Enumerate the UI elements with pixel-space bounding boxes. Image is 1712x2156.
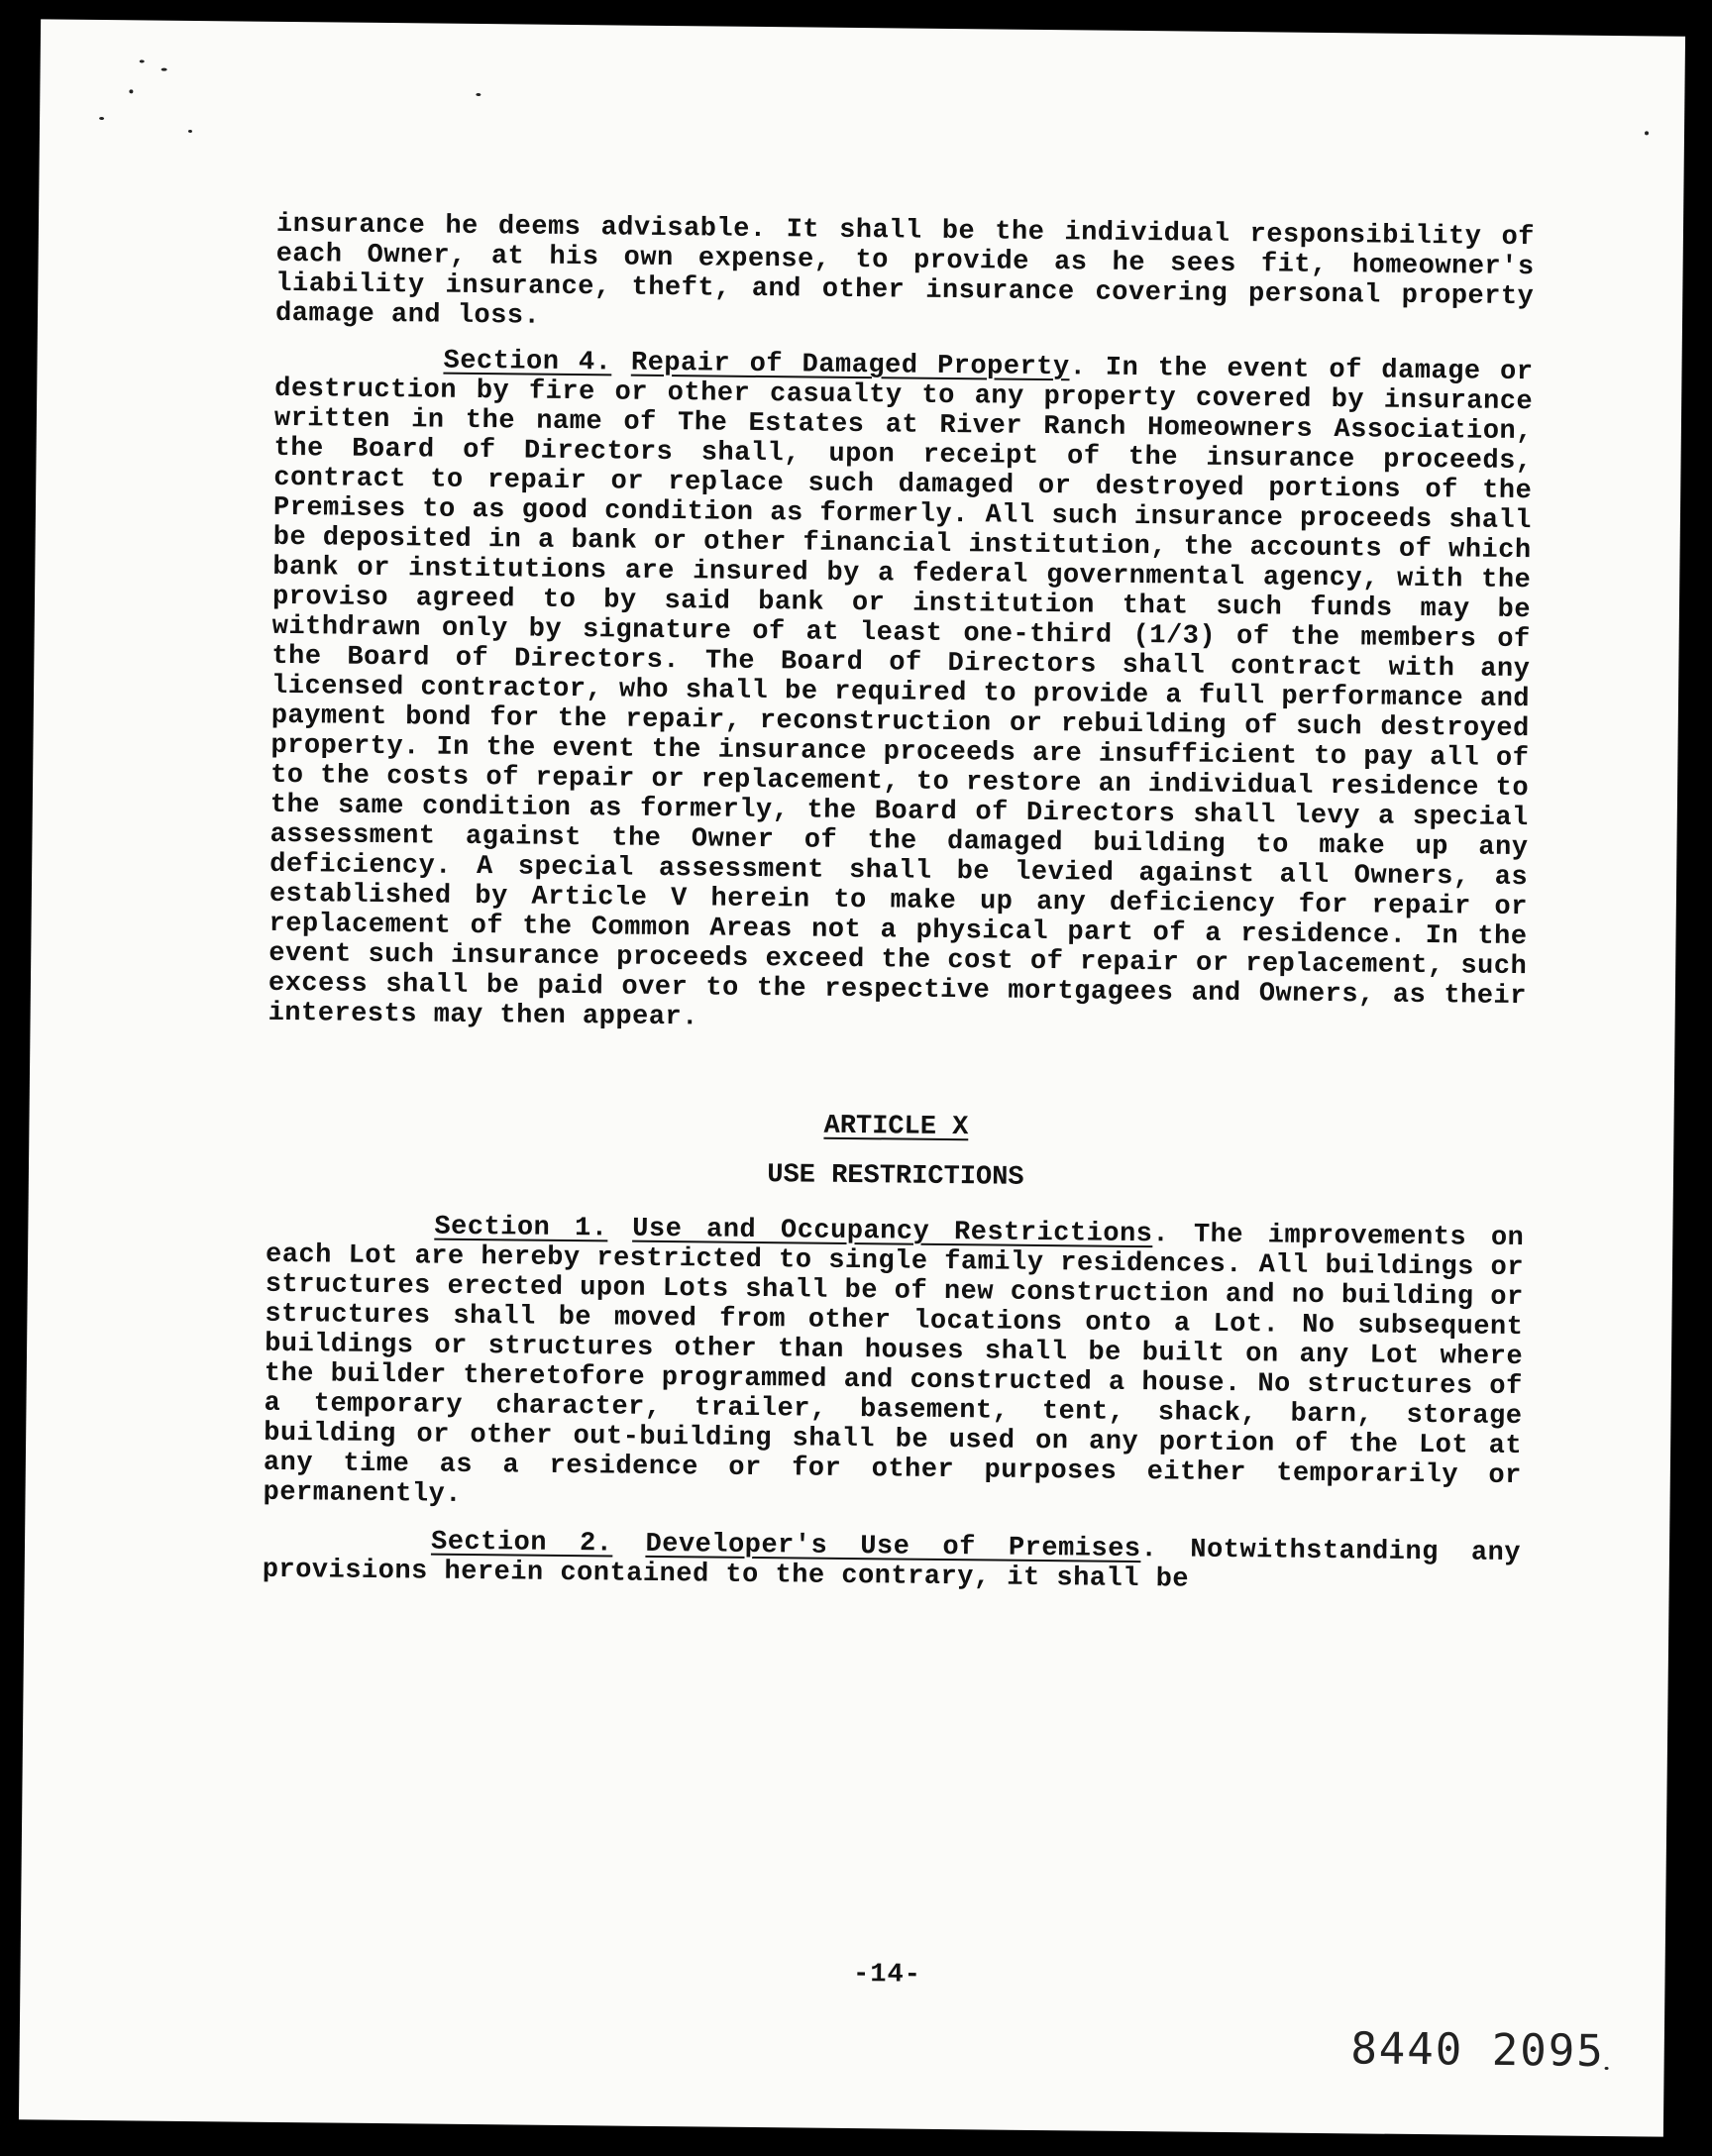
article-title: ARTICLE X [823, 1111, 969, 1143]
document-number: 8440 2095 [1350, 2023, 1606, 2078]
section-1-paragraph [263, 1211, 1524, 1521]
article-subtitle: USE RESTRICTIONS [767, 1160, 1024, 1193]
section-1-body: . The improvements on each Lot are hereby restricted to single family residences. All buildings or structures erected upon Lots shall be of new construction and no building or structures shall be moved from other locations onto a Lot. No subsequent buildings or structures other than houses shall be built on any Lot where the builder theretofore programmed and constructed a house. No structures of a temporary character, trailer, basement, tent, shack, barn, storage building or other out-building shall be used on any portion of the Lot at any time as a residence or for other purposes either temporarily or permanently. [263, 1220, 1525, 1510]
section-2-paragraph [263, 1526, 1522, 1598]
section-4-paragraph [268, 345, 1533, 1041]
page-number: -14- [852, 1960, 922, 1991]
section-1-heading: Section 1. [434, 1212, 608, 1244]
document-page [19, 19, 1685, 2136]
scan-speck [140, 59, 145, 62]
section-4-heading: Section 4. [443, 346, 612, 378]
scan-speck [99, 117, 104, 120]
scan-speck [1605, 2067, 1609, 2070]
scan-speck [188, 130, 192, 133]
scan-speck [476, 93, 481, 96]
scan-speck [1645, 131, 1649, 135]
document-body [262, 209, 1606, 2078]
section-2-heading: Section 2. [430, 1527, 613, 1560]
scan-speck [161, 68, 167, 71]
scan-speck [129, 89, 133, 93]
section-2-title: Developer's Use of Premises [645, 1529, 1141, 1565]
paragraph-insurance: insurance he deems advisable. It shall be the individual responsibility of each Owner, at his own expense, to provide as he sees fit, homeowner's liability insurance, theft, and other insurance covering personal property damage and loss. [274, 209, 1536, 332]
section-2-body: . Notwithstanding any provisions herein contained to the contrary, it shall be [262, 1535, 1522, 1595]
section-4-title: Repair of Damaged Property [630, 348, 1070, 383]
section-4-body: . In the event of damage or destruction by fire or other casualty to any property covered by insurance written in the name of The Estates at River Ranch Homeowners Association, the Board of Directors shall, upon receipt of the insurance proceeds, contract to repair or replace such damaged or destroyed portions of the Premises to as good condition as formerly. All such insurance proceeds shall be deposited in a bank or other financial institution, the accounts of which bank or institutions are insured by a federal governmental agency, with the proviso agreed to by said bank or institution that such funds may be withdrawn only by signature of at least one-third (1/3) of the members of the Board of Directors. The Board of Directors shall contract with any licensed contractor, who shall be required to provide a full performance and payment bond for the repair, reconstruction or rebuilding of such destroyed property. In the event the insurance proceeds are insufficient to pay all of to the costs of repair or replacement, to restore an individual residence to the same condition as formerly, the Board of Directors shall levy a special assessment against the Owner of the damaged building to make up any deficiency. A special assessment shall be levied against all Owners, as established by Article V herein to make up any deficiency for repair or replacement of the Common Areas not a physical part of a residence. In the event such insurance proceeds exceed the cost of repair or replacement, such excess shall be paid over to the respective mortgagees and Owners, as their interests may then appear. [268, 353, 1534, 1033]
section-1-title: Use and Occupancy Restrictions [632, 1214, 1153, 1250]
